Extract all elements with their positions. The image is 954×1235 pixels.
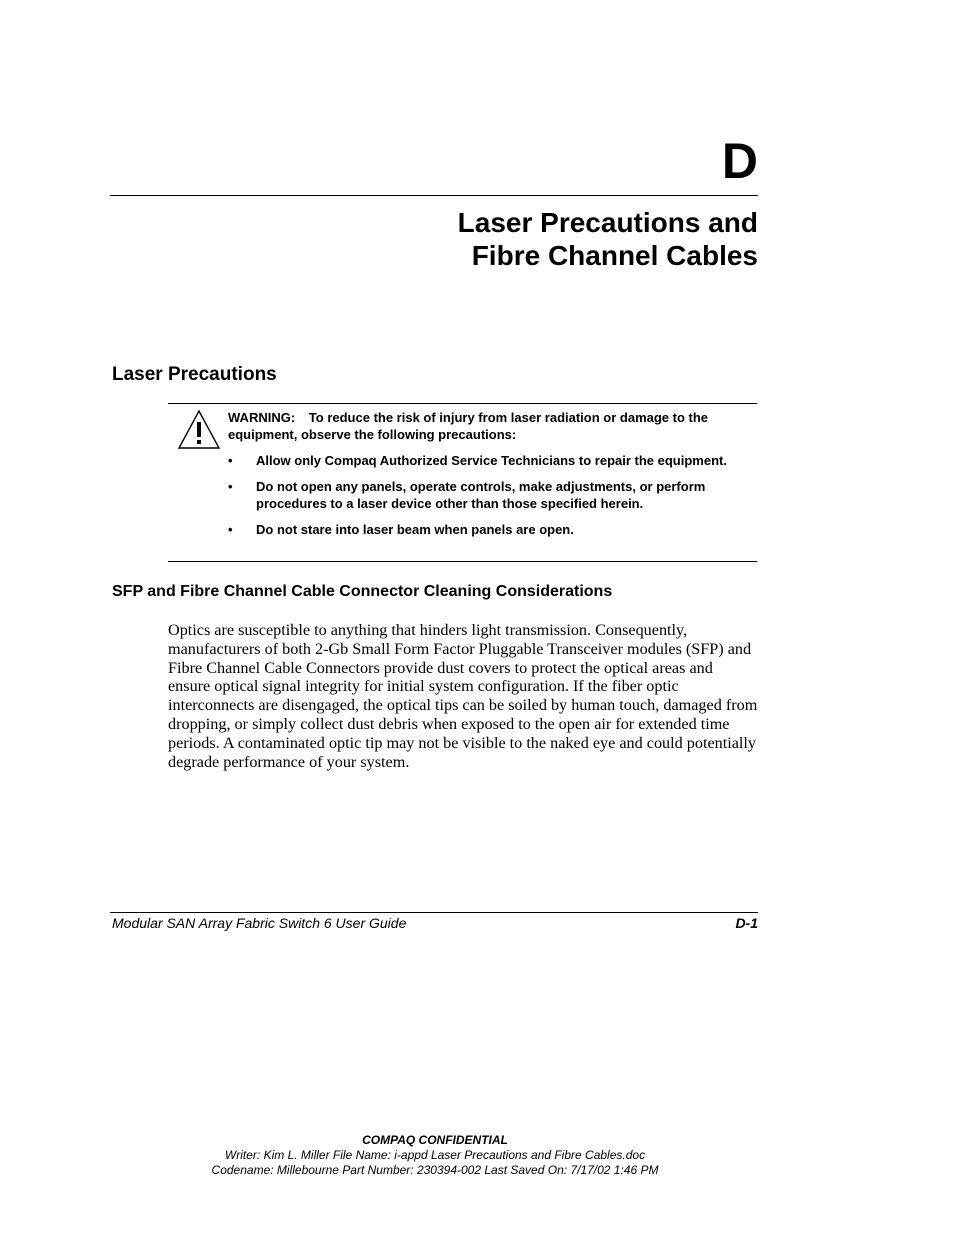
list-item-text: Allow only Compaq Authorized Service Technicians to repair the equipment. [256,453,727,468]
warning-triangle-icon [176,408,222,450]
list-item-text: Do not stare into laser beam when panels are open. [256,522,574,537]
bullet-icon: • [228,453,233,468]
section-heading: Laser Precautions [112,364,277,385]
warning-message: To reduce the risk of injury from laser radiation or damage to the equipment, observe the following precautions: [228,410,709,442]
page-number: D-1 [735,915,758,931]
confidential-title: COMPAQ CONFIDENTIAL [362,1133,508,1147]
warning-box [168,403,757,562]
chapter-title-line-2: Fibre Channel Cables [471,240,758,271]
chapter-title [458,206,758,272]
subsection-heading: SFP and Fibre Channel Cable Connector Cleaning Considerations [112,583,613,600]
bullet-icon: • [228,479,233,494]
confidential-writer-line: Writer: Kim L. Miller File Name: i-appd Laser Precautions and Fibre Cables.doc [224,1148,646,1162]
footer-title: Modular SAN Array Fabric Switch 6 User Guide [112,915,407,931]
list-item [228,478,753,512]
chapter-title-line-1: Laser Precautions and [457,207,758,238]
footer-divider [110,912,758,913]
chapter-divider [110,195,758,196]
list-item-text: Do not open any panels, operate controls, make adjustments, or perform procedures to a laser device other than those specified herein. [256,479,706,511]
confidential-codename-line: Codename: Millebourne Part Number: 230394-002 Last Saved On: 7/17/02 1:46 PM [211,1163,659,1177]
confidential-block [0,1133,870,1178]
list-item [228,452,753,469]
precaution-list [228,452,753,547]
list-item [228,521,753,538]
body-paragraph: Optics are susceptible to anything that hinders light transmission. Consequently, manufacturers of both 2-Gb Small Form Factor Pluggable Transceiver modules (SFP) and Fibre Channel Cable Connectors provide dust covers to protect the optical areas and ensure optical signal integrity for initial system configuration. If the fiber optic interconnects are disengaged, the optical tips can be soiled by human touch, damaged from dropping, or simply collect dust debris when exposed to the open air for extended time periods. A contaminated optic tip may not be visible to the naked eye and could potentially degrade performance of your system. [168,621,758,771]
warning-text [228,409,753,443]
bullet-icon: • [228,522,233,537]
warning-label: WARNING: [228,410,296,425]
chapter-letter: D [721,133,758,189]
